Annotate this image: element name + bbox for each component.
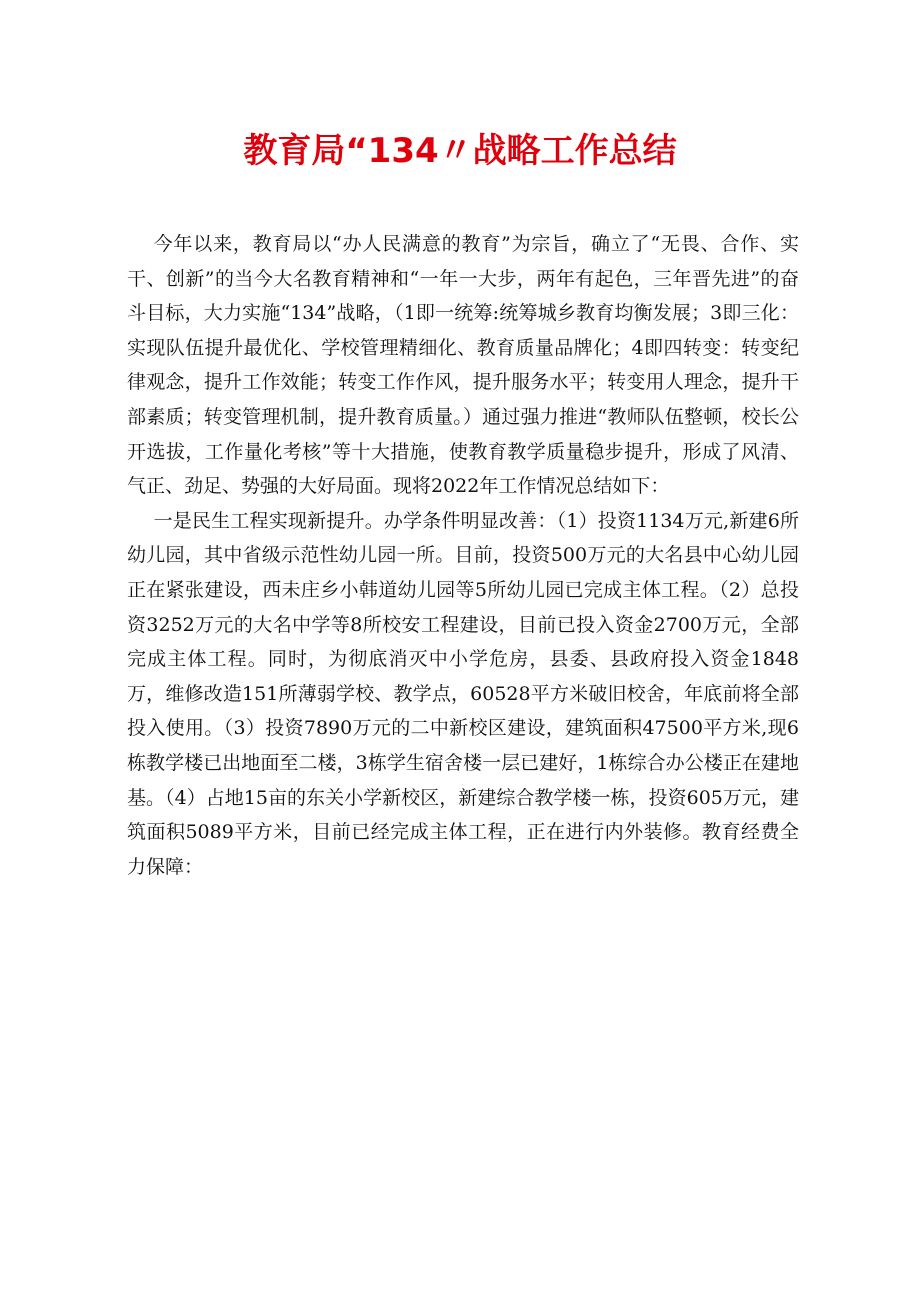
document-title: 教育局“134〃战略工作总结 (243, 131, 677, 171)
document-body (127, 227, 799, 884)
paragraph-livelihood: 一是民生工程实现新提升。办学条件明显改善：（1）投资1134万元,新建6所幼儿园，其中省级示范性幼儿园一所。目前，投资500万元的大名县中心幼儿园正在紧张建设，西未庄乡小韩道幼儿园等5所幼儿园已完成主体工程。（2）总投资3252万元的大名中学等8所校安工程建设，目前已投入资金2700万元，全部完成主体工程。同时，为彻底消灭中小学危房，县委、县政府投入资金1848万，维修改造151所薄弱学校、教学点，60528平方米破旧校舍，年底前将全部投入使用。（3）投资7890万元的二中新校区建设，建筑面积47500平方米,现6栋教学楼已出地面至二楼，3栋学生宿舍楼一层已建好，1栋综合办公楼正在建地基。（4）占地15亩的东关小学新校区，新建综合教学楼一栋，投资605万元，建筑面积5089平方米，目前已经完成主体工程，正在进行内外装修。教育经费全力保障： (127, 509, 799, 878)
paragraph-intro: 今年以来，教育局以“办人民满意的教育”为宗旨，确立了“无畏、合作、实干、创新”的当今大名教育精神和“一年一大步，两年有起色，三年晋先进”的奋斗目标，大力实施“134”战略，（1即一统筹:统筹城乡教育均衡发展；3即三化：实现队伍提升最优化、学校管理精细化、教育质量品牌化；4即四转变：转变纪律观念，提升工作效能；转变工作作风，提升服务水平；转变用人理念，提升干部素质；转变管理机制，提升教育质量。）通过强力推进“教师队伍整顿，校长公开选拔，工作量化考核”等十大措施，使教育教学质量稳步提升，形成了风清、气正、劲足、势强的大好局面。现将2022年工作情况总结如下： (127, 233, 799, 498)
